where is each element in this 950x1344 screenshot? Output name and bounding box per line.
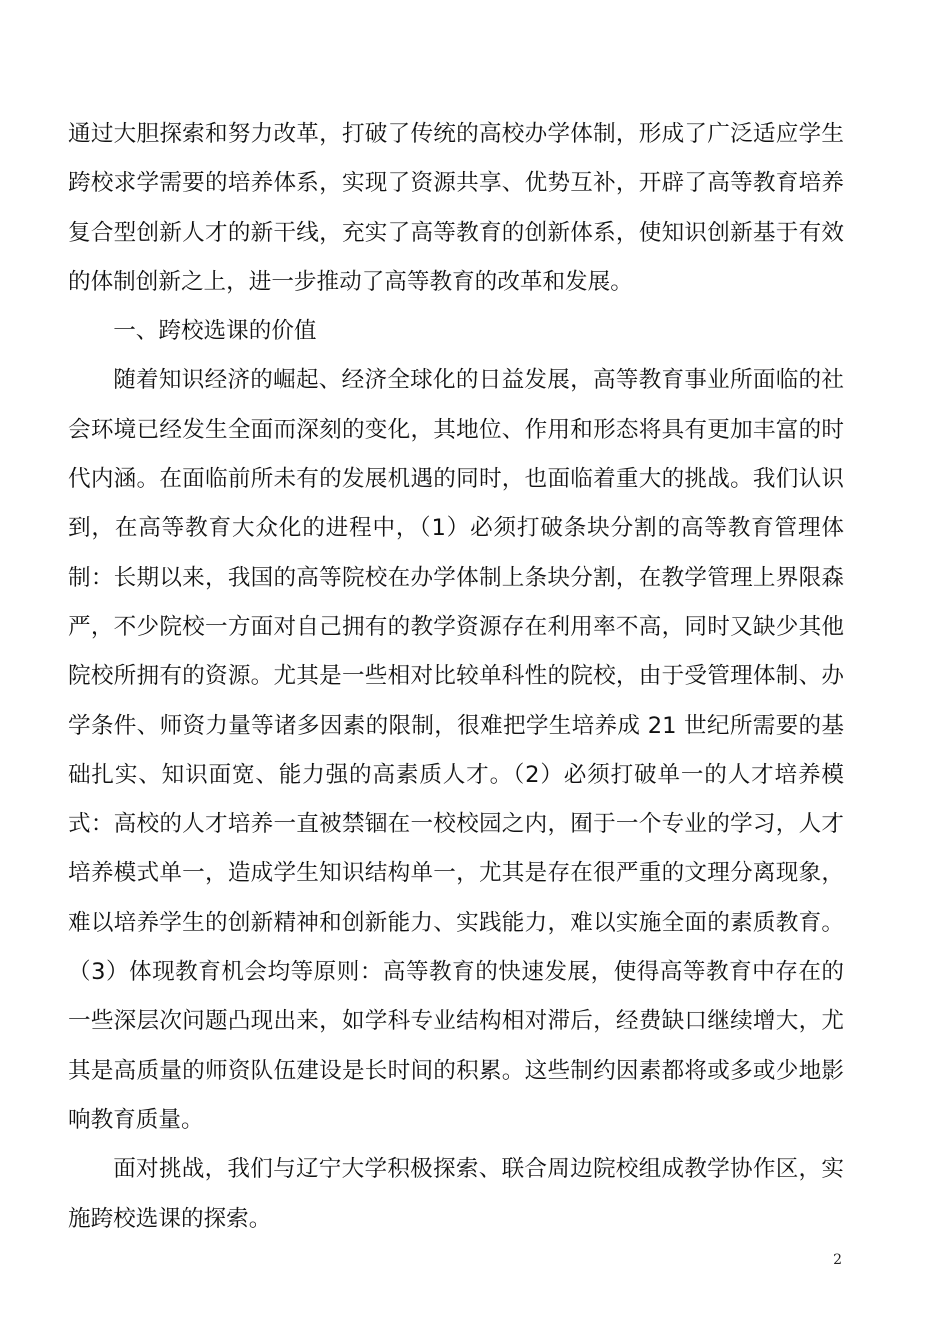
body-text: [68, 110, 844, 1244]
paragraph-value-analysis: 随着知识经济的崛起、经济全球化的日益发展，高等教育事业所面临的社会环境已经发生全面而深刻的变化，其地位、作用和形态将具有更加丰富的时代内涵。在面临前所未有的发展机遇的同时，也面临着重大的挑战。我们认识到，在高等教育大众化的进程中，（1）必须打破条块分割的高等教育管理体制：长期以来，我国的高等院校在办学体制上条块分割，在教学管理上界限森严，不少院校一方面对自己拥有的教学资源存在利用率不高，同时又缺少其他院校所拥有的资源。尤其是一些相对比较单科性的院校，由于受管理体制、办学条件、师资力量等诸多因素的限制，很难把学生培养成 21 世纪所需要的基础扎实、知识面宽、能力强的高素质人才。（2）必须打破单一的人才培养模式：高校的人才培养一直被禁锢在一校校园之内，囿于一个专业的学习，人才培养模式单一，造成学生知识结构单一，尤其是存在很严重的文理分离现象，难以培养学生的创新精神和创新能力、实践能力，难以实施全面的素质教育。（3）体现教育机会均等原则：高等教育的快速发展，使得高等教育中存在的一些深层次问题凸现出来，如学科专业结构相对滞后，经费缺口继续增大，尤其是高质量的师资队伍建设是长时间的积累。这些制约因素都将或多或少地影响教育质量。: [68, 367, 844, 1133]
paragraph-continuation: 通过大胆探索和努力改革，打破了传统的高校办学体制，形成了广泛适应学生跨校求学需要的培养体系，实现了资源共享、优势互补，开辟了高等教育培养复合型创新人才的新干线，充实了高等教育的创新体系，使知识创新基于有效的体制创新之上，进一步推动了高等教育的改革和发展。: [68, 121, 844, 295]
section-heading: 一、跨校选课的价值: [113, 318, 317, 345]
page-number: 2: [833, 1252, 842, 1268]
paragraph-response: 面对挑战，我们与辽宁大学积极探索、联合周边院校组成教学协作区，实施跨校选课的探索。: [68, 1156, 844, 1232]
